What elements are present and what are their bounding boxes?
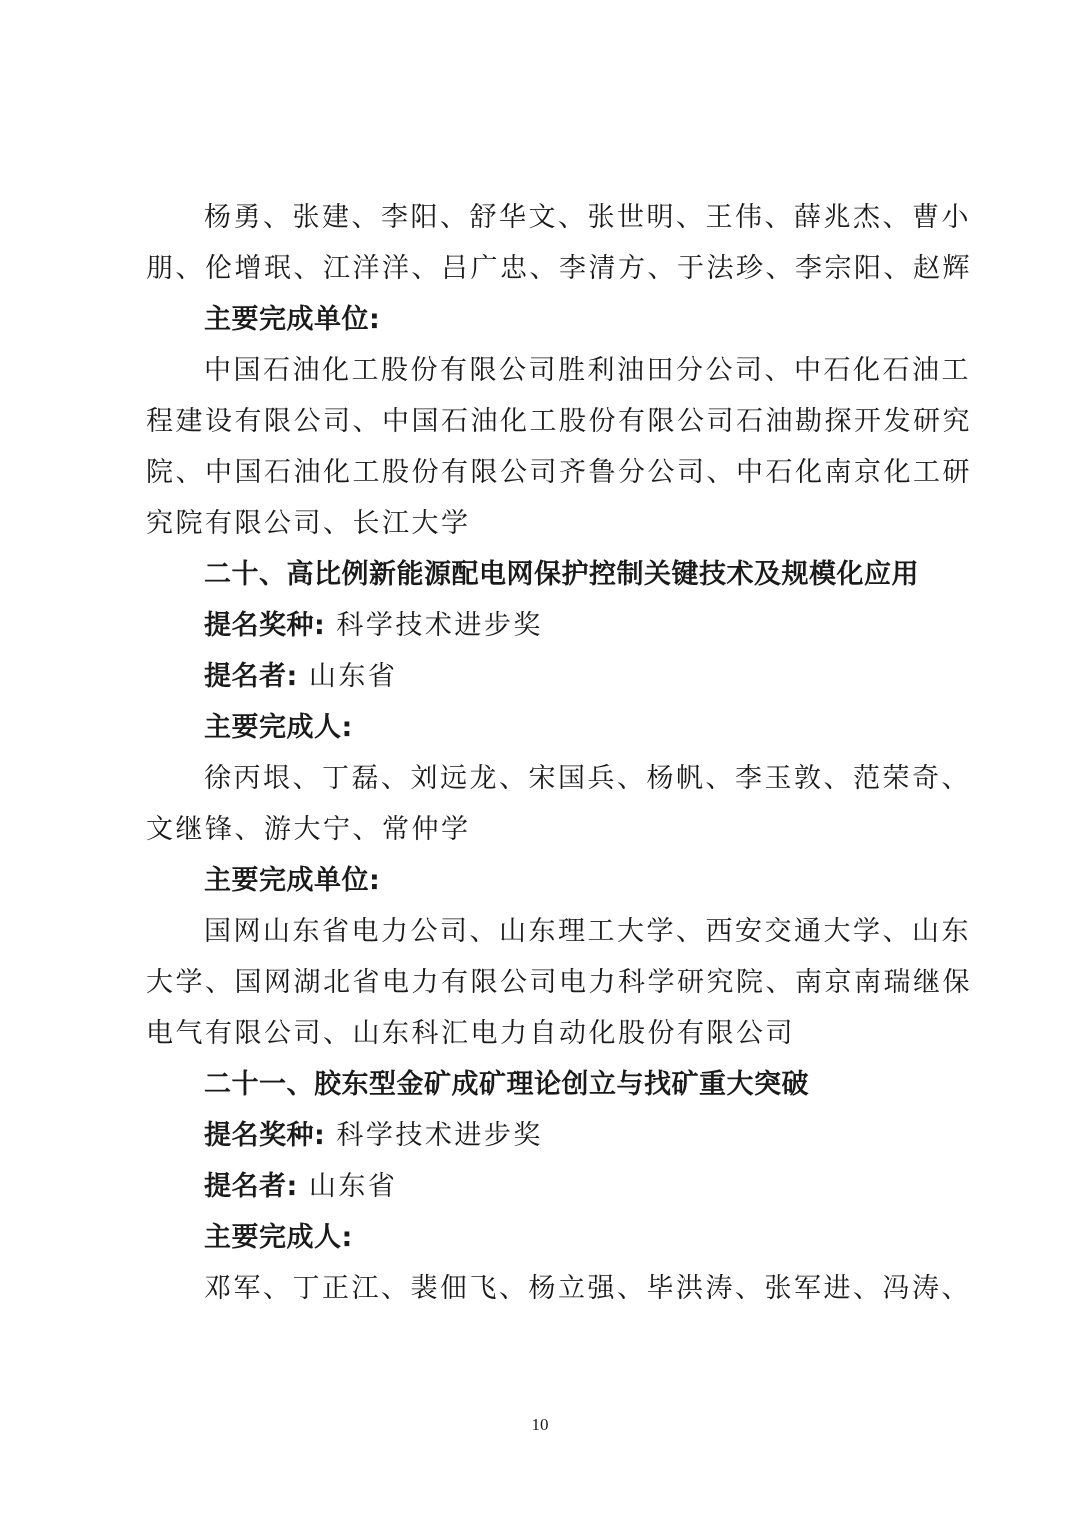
people-line: 杨勇、张建、李阳、舒华文、张世明、王伟、薛兆杰、曹小 [204, 202, 971, 233]
units-line: 程建设有限公司、中国石油化工股份有限公司石油勘探开发研究 [146, 406, 972, 437]
units-heading: 主要完成单位: [204, 865, 381, 896]
people-line: 朋、伦增珉、江洋洋、吕广忠、李清方、于法珍、李宗阳、赵辉 [146, 253, 972, 284]
units-heading: 主要完成单位: [204, 304, 381, 335]
nominator-value: 山东省 [308, 661, 398, 692]
units-line: 中国石油化工股份有限公司胜利油田分公司、中石化石油工 [204, 355, 971, 386]
nominator-label: 提名者: [204, 661, 298, 692]
page-number: 10 [531, 1415, 549, 1434]
award-type-label: 提名奖种: [204, 610, 326, 641]
nominator-row [146, 1161, 946, 1212]
award-type-row [146, 600, 946, 651]
people-line: 徐丙垠、丁磊、刘远龙、宋国兵、杨帆、李玉敦、范荣奇、 [204, 763, 971, 794]
nominator-label: 提名者: [204, 1171, 298, 1202]
section-title: 二十、高比例新能源配电网保护控制关键技术及规模化应用 [204, 559, 919, 590]
award-type-row [146, 1110, 946, 1161]
document-page [146, 192, 972, 1314]
award-type-value: 科学技术进步奖 [336, 1120, 543, 1151]
nominator-value: 山东省 [308, 1171, 398, 1202]
people-heading: 主要完成人: [204, 1222, 353, 1253]
people-line: 邓军、丁正江、裴佃飞、杨立强、毕洪涛、张军进、冯涛、 [204, 1273, 971, 1304]
people-line: 文继锋、游大宁、常仲学 [146, 814, 471, 845]
award-type-value: 科学技术进步奖 [336, 610, 543, 641]
units-line: 究院有限公司、长江大学 [146, 508, 471, 539]
units-line: 电气有限公司、山东科汇电力自动化股份有限公司 [146, 1018, 795, 1049]
award-type-label: 提名奖种: [204, 1120, 326, 1151]
units-line: 大学、国网湖北省电力有限公司电力科学研究院、南京南瑞继保 [146, 967, 972, 998]
section-title: 二十一、胶东型金矿成矿理论创立与找矿重大突破 [204, 1069, 809, 1100]
units-line: 国网山东省电力公司、山东理工大学、西安交通大学、山东 [204, 916, 971, 947]
people-heading: 主要完成人: [204, 712, 353, 743]
nominator-row [146, 651, 946, 702]
units-line: 院、中国石油化工股份有限公司齐鲁分公司、中石化南京化工研 [146, 457, 972, 488]
